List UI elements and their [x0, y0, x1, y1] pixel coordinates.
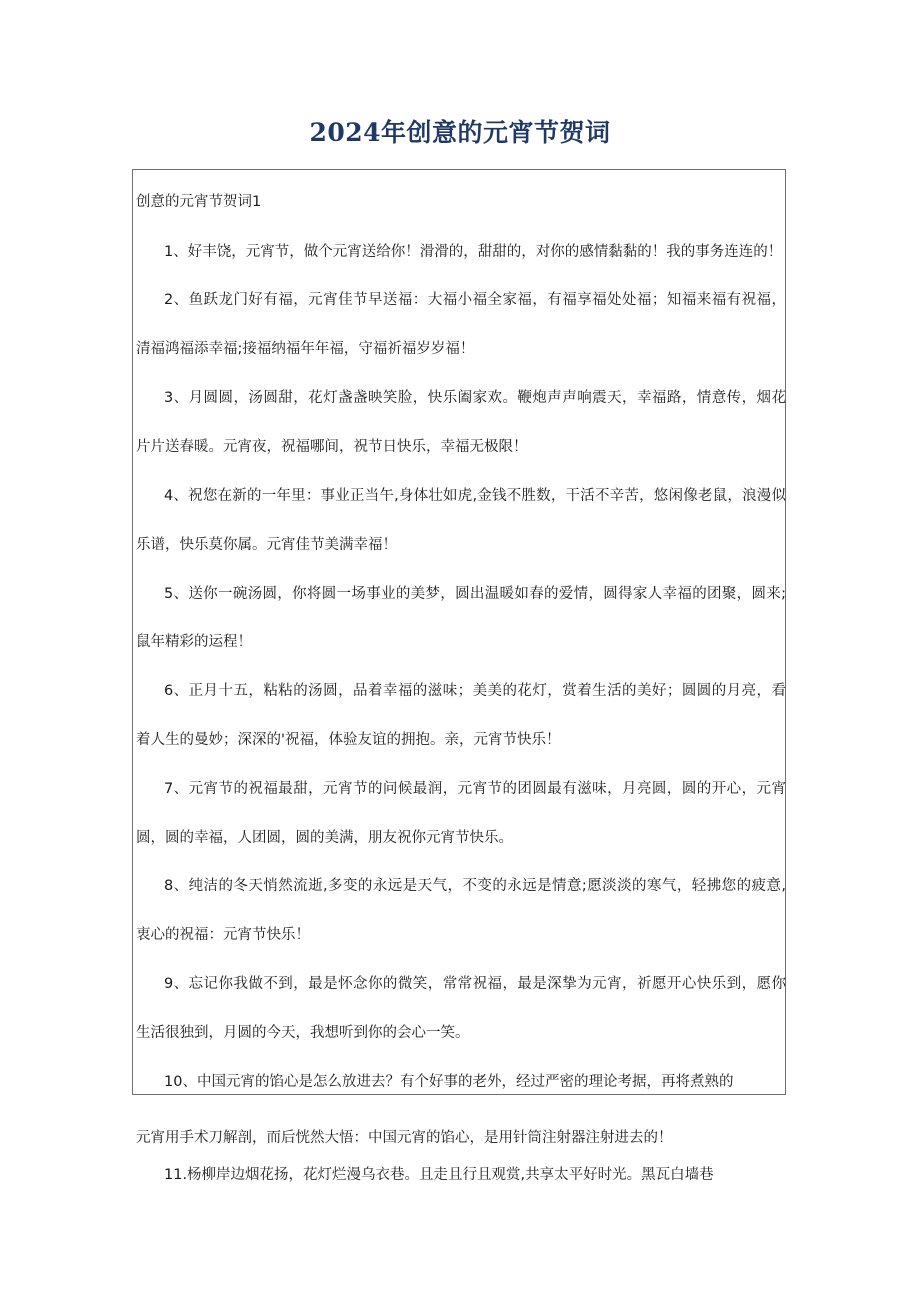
text-line: 1、好丰饶，元宵节，做个元宵送给你！滑滑的，甜甜的，对你的感情黏黏的！我的事务连连的！ — [164, 244, 783, 260]
text-line: 乐谱，快乐莫你属。元宵佳节美满幸福！ — [136, 537, 397, 553]
text-line: 衷心的祝福：元宵节快乐！ — [136, 927, 310, 943]
text-line: 着人生的曼妙；深深的'祝福，体验友谊的拥抱。亲，元宵节快乐！ — [136, 732, 561, 748]
text-line: 4、祝您在新的一年里：事业正当午,身体壮如虎,金钱不胜数，干活不辛苦，悠闲像老鼠，浪漫似 — [164, 488, 786, 504]
text-line: 片片送春暖。元宵夜，祝福哪间，祝节日快乐，幸福无极限！ — [136, 439, 528, 455]
text-line: 10、中国元宵的馅心是怎么放进去？有个好事的老外，经过严密的理论考据，再将煮熟的 — [164, 1074, 734, 1090]
text-line: 3、月圆圆，汤圆甜，花灯盏盏映笑脸，快乐阖家欢。鞭炮声声响震天，幸福路，情意传，烟花 — [164, 390, 786, 406]
section-heading: 创意的元宵节贺词1 — [136, 194, 262, 210]
text-line: 2、鱼跃龙门好有福，元宵佳节早送福：大福小福全家福，有福享福处处福；知福来福有祝福， — [164, 292, 786, 308]
text-line: 11.杨柳岸边烟花扬，花灯烂漫乌衣巷。且走且行且观赏,共享太平好时光。黑瓦白墙巷 — [164, 1167, 714, 1183]
text-line: 6、正月十五，粘粘的汤圆，品着幸福的滋味；美美的花灯，赏着生活的美好；圆圆的月亮，看 — [164, 683, 786, 699]
document-title: 2024年创意的元宵节贺词 — [309, 118, 611, 147]
text-line: 元宵用手术刀解剖，而后恍然大悟：中国元宵的馅心，是用针筒注射器注射进去的！ — [136, 1130, 673, 1146]
text-line: 8、纯洁的冬天悄然流逝,多变的永远是天气，不变的永远是情意;愿淡淡的寒气，轻拂您的疲意, — [164, 878, 786, 894]
text-line: 圆，圆的幸福，人团圆，圆的美满，朋友祝你元宵节快乐。 — [136, 830, 513, 846]
text-line: 7、元宵节的祝福最甜，元宵节的问候最润，元宵节的团圆最有滋味，月亮圆，圆的开心，元宵 — [164, 781, 786, 797]
text-line: 生活很独到，月圆的今天，我想听到你的会心一笑。 — [136, 1025, 470, 1041]
text-line: 鼠年精彩的运程！ — [136, 634, 252, 650]
text-line: 清福鸿福添幸福;接福纳福年年福，守福祈福岁岁福！ — [136, 341, 475, 357]
text-line: 5、送你一碗汤圆，你将圆一场事业的美梦，圆出温暖如春的爱情，圆得家人幸福的团聚，圆来; — [164, 586, 786, 602]
text-line: 9、忘记你我做不到，最是怀念你的微笑，常常祝福，最是深挚为元宵，祈愿开心快乐到，愿你 — [164, 976, 786, 992]
